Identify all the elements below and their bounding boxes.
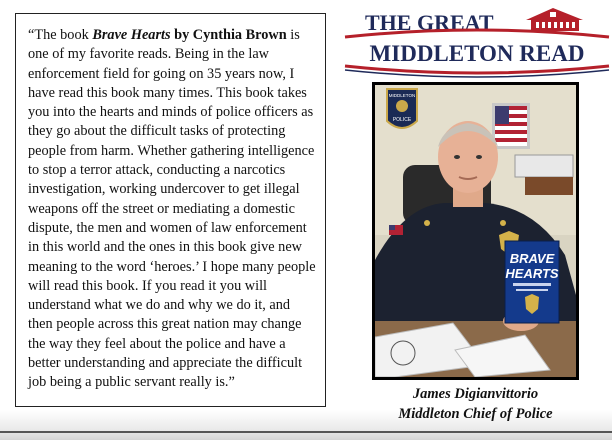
- logo-line1: THE GREAT: [365, 10, 494, 35]
- book-title: Brave Hearts: [92, 27, 171, 43]
- great-middleton-read-logo: [343, 6, 611, 78]
- schoolhouse-icon: [526, 8, 583, 31]
- logo-line2: MIDDLETON READ: [369, 41, 585, 66]
- patch-text-bottom: POLICE: [392, 117, 412, 123]
- caption-title: Middleton Chief of Police: [398, 406, 553, 422]
- caption-name: James Digianvittorio: [412, 386, 539, 402]
- bottom-divider: [0, 431, 612, 433]
- police-patch-icon: [387, 89, 417, 128]
- police-chief-photo: [375, 85, 576, 377]
- quote-body: is one of my favorite reads. Being in the law enforcement field for going on 35 years now, I have read this book many times. This book takes you into the hearts and minds of police officers as they go about the difficult tasks of protecting people from harm. Whether gathering intelligence to stop a terror attack, conducting a narcotics investigation, working undercover to get illegal weapons off the street or mediating a domestic dispute, the men and women of law enforcement in this world and the ones in this book give new meaning to the word ‘heroes.’ I hope many people will read this book. If you read it you will understand what we do and why we do it, and then people across this great nation may change the way they feel about the police and have a better understanding and appreciate the difficult job being a public servant really is.”: [28, 27, 316, 391]
- quote-open: “The book: [28, 27, 93, 43]
- quote-box: [15, 13, 326, 407]
- book-author: by Cynthia Brown: [170, 27, 287, 43]
- book-cover-title-2: HEARTS: [505, 266, 559, 281]
- us-flag-icon: [492, 103, 530, 149]
- patch-text-top: MIDDLETON: [388, 93, 416, 98]
- brave-hearts-book-icon: [505, 241, 559, 323]
- photo-frame: [372, 82, 579, 380]
- book-cover-title-1: BRAVE: [509, 251, 555, 266]
- photo-caption: [372, 384, 579, 424]
